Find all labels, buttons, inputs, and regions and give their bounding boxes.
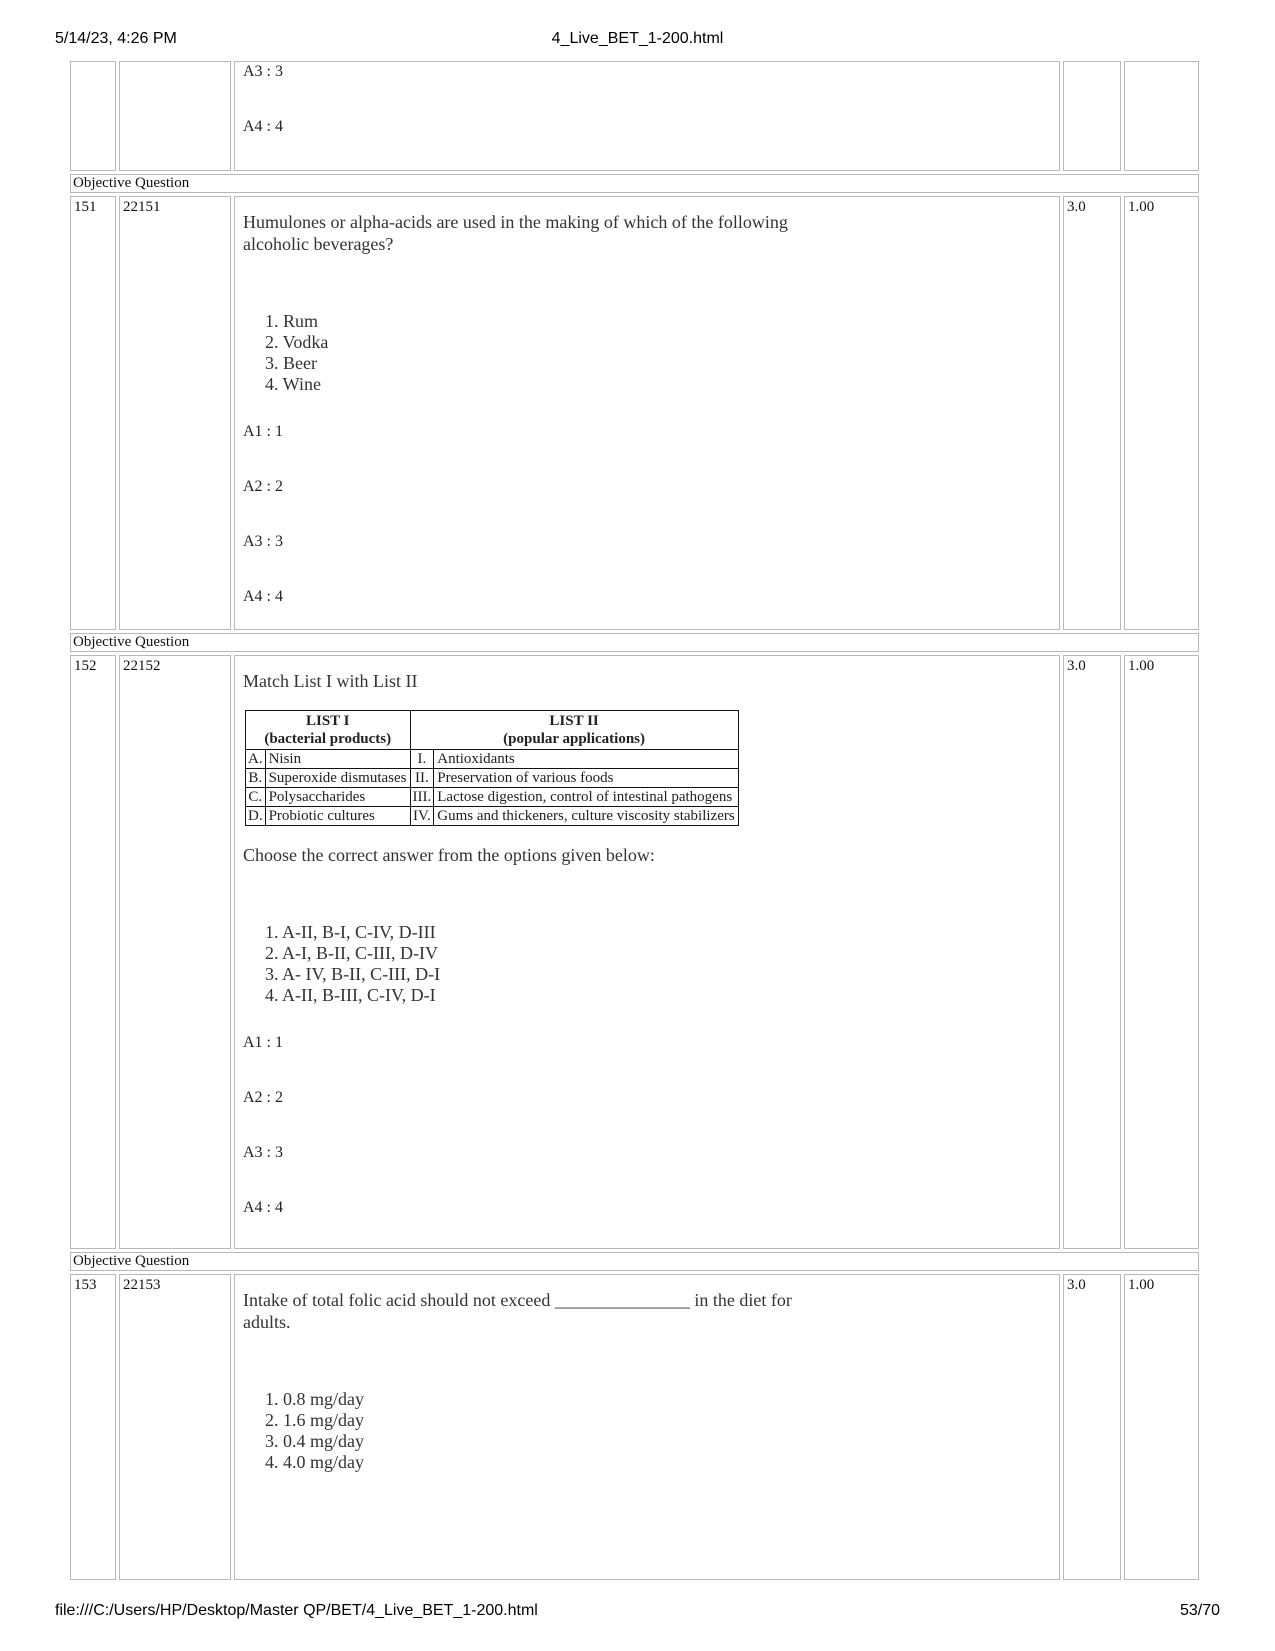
marks: 3.0 [1063, 196, 1121, 630]
negative-marks: 1.00 [1124, 196, 1199, 630]
answer-line: A3 : 3 [243, 1144, 283, 1161]
option-item: 1. 0.8 mg/day [265, 1389, 364, 1409]
answer-line: A4 : 4 [243, 1199, 283, 1216]
question-sheet [70, 58, 1205, 1598]
match-row: D. Probiotic cultures IV. Gums and thickeners, culture viscosity stabilizers [246, 807, 739, 826]
question-row-152 [70, 655, 1199, 1249]
instruction-text: Choose the correct answer from the options given below: [243, 845, 655, 865]
question-type-label: Objective Question [70, 633, 1199, 652]
answer-line: A3 : 3 [243, 533, 283, 550]
list1-header: LIST I (bacterial products) [246, 711, 411, 750]
serial-number: 152 [70, 655, 116, 1249]
cell-empty [70, 61, 116, 171]
question-row-151 [70, 196, 1199, 630]
page-number: 53/70 [1179, 1602, 1220, 1619]
answer-line: A1 : 1 [243, 1034, 283, 1051]
option-item: 4. Wine [265, 374, 321, 394]
answer-line: A4 : 4 [243, 588, 283, 605]
cell-empty [119, 61, 231, 171]
answer-line: A2 : 2 [243, 478, 283, 495]
continuation-row [70, 61, 1199, 171]
option-item: 4. A-II, B-III, C-IV, D-I [265, 985, 436, 1005]
print-footer [0, 1602, 1275, 1622]
option-item: 1. Rum [265, 311, 319, 331]
option-item: 3. A- IV, B-II, C-III, D-I [265, 964, 441, 984]
answer-line: A3 : 3 [243, 63, 283, 80]
serial-number: 153 [70, 1274, 116, 1580]
cell-empty [1124, 61, 1199, 171]
question-id: 22152 [119, 655, 231, 1249]
option-item: 3. Beer [265, 353, 317, 373]
option-item: 2. Vodka [265, 332, 329, 352]
negative-marks: 1.00 [1124, 655, 1199, 1249]
print-document-title: 4_Live_BET_1-200.html [551, 30, 724, 47]
question-type-label: Objective Question [70, 174, 1199, 193]
match-list-table [245, 710, 739, 826]
match-row: B. Superoxide dismutases II. Preservation of various foods [246, 769, 739, 788]
option-item: 4. 4.0 mg/day [265, 1452, 364, 1472]
question-cell [234, 196, 1060, 630]
option-list [243, 311, 1051, 395]
option-item: 3. 0.4 mg/day [265, 1431, 364, 1451]
question-table [70, 58, 1202, 1583]
question-row-153 [70, 1274, 1199, 1580]
question-id: 22153 [119, 1274, 231, 1580]
question-cell [234, 61, 1060, 171]
question-text: Match List I with List II [243, 671, 418, 691]
list2-header: LIST II (popular applications) [410, 711, 738, 750]
cell-empty [1063, 61, 1121, 171]
option-item: 1. A-II, B-I, C-IV, D-III [265, 922, 436, 942]
marks: 3.0 [1063, 655, 1121, 1249]
answer-line: A2 : 2 [243, 1089, 283, 1106]
match-row: A. Nisin I. Antioxidants [246, 750, 739, 769]
answer-line: A1 : 1 [243, 423, 283, 440]
question-text: Intake of total folic acid should not exceed _______________ in the diet for adults. [243, 1290, 792, 1332]
question-cell [234, 1274, 1060, 1580]
option-list [243, 1389, 1051, 1473]
question-type-label: Objective Question [70, 1252, 1199, 1271]
marks: 3.0 [1063, 1274, 1121, 1580]
negative-marks: 1.00 [1124, 1274, 1199, 1580]
match-row: C. Polysaccharides III. Lactose digestion, control of intestinal pathogens [246, 788, 739, 807]
question-id: 22151 [119, 196, 231, 630]
serial-number: 151 [70, 196, 116, 630]
answer-line: A4 : 4 [243, 118, 283, 135]
option-item: 2. 1.6 mg/day [265, 1410, 364, 1430]
option-item: 2. A-I, B-II, C-III, D-IV [265, 943, 438, 963]
option-list [243, 922, 1051, 1006]
print-header [0, 30, 1275, 50]
question-cell [234, 655, 1060, 1249]
question-text: Humulones or alpha-acids are used in the making of which of the following alcoholic beverages? [243, 212, 788, 254]
print-file-path: file:///C:/Users/HP/Desktop/Master QP/BET/4_Live_BET_1-200.html [55, 1602, 538, 1619]
print-datetime: 5/14/23, 4:26 PM [55, 30, 177, 47]
